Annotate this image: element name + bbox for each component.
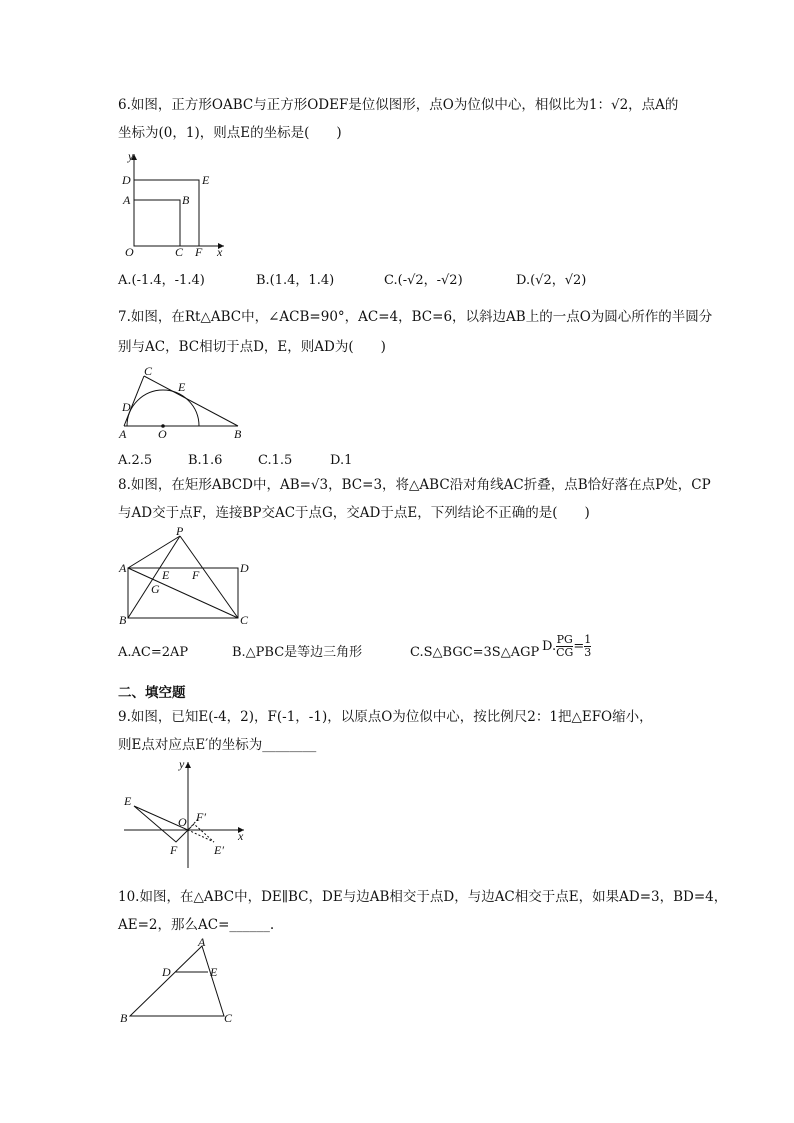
label-D: D <box>240 561 249 575</box>
q8-option-a: A.AC=2AP <box>118 645 189 660</box>
q10-line1: 10.如图，在△ABC中，DE∥BC，DE与边AB相交于点D，与边AC相交于点E，如果AD=3，BD=4， <box>118 889 728 905</box>
segment-PB <box>128 536 180 618</box>
label-B: B <box>234 427 242 441</box>
q10-figure <box>118 936 242 1026</box>
q7-option-b: B.1.6 <box>188 453 223 468</box>
q8-option-d-prefix: D. <box>542 639 557 654</box>
q6-option-a: A.(-1.4，-1.4) <box>118 273 205 288</box>
q7-option-c: C.1.5 <box>258 453 293 468</box>
label-E: E <box>124 794 132 808</box>
square-odef <box>134 180 199 246</box>
label-B: B <box>182 193 190 207</box>
q8-figure <box>118 526 258 630</box>
label-F: F <box>195 245 203 259</box>
label-G: G <box>151 582 160 596</box>
q10-line2: AE=2，那么AC=______. <box>118 917 275 933</box>
q7-option-a: A.2.5 <box>118 453 153 468</box>
label-D: D <box>162 965 171 979</box>
q8-option-d-eq: = <box>573 639 585 654</box>
label-O: O <box>125 245 134 259</box>
side-CB <box>144 376 238 426</box>
label-D: D <box>122 400 131 414</box>
triangle-image <box>188 824 214 842</box>
q9-line2: 则E点对应点E′的坐标为________ <box>118 737 317 753</box>
label-O: O <box>178 815 187 829</box>
triangle-ABC <box>130 946 224 1016</box>
label-A: A <box>198 936 206 949</box>
q7-line2: 别与AC，BC相切于点D，E，则AD为( ) <box>118 339 386 355</box>
frac-numerator: PG <box>556 633 573 646</box>
label-x: x <box>217 245 223 259</box>
q6-line2: 坐标为(0，1)，则点E的坐标是( ) <box>118 125 342 141</box>
label-E: E <box>210 965 218 979</box>
semicircle <box>127 390 199 426</box>
label-y: y <box>128 149 134 163</box>
label-O: O <box>158 427 167 441</box>
label-B: B <box>119 613 127 627</box>
q7-line1: 7.如图，在Rt△ABC中，∠ACB=90°，AC=4，BC=6，以斜边AB上的一点O为圆心所作的半圆分 <box>118 309 713 325</box>
label-E-prime: E′ <box>214 843 224 857</box>
label-A: A <box>123 193 131 207</box>
segment-AP <box>128 536 180 568</box>
fraction-one-third <box>584 634 591 659</box>
label-B: B <box>120 1011 128 1025</box>
segment-PC <box>180 536 238 618</box>
label-C: C <box>240 613 249 627</box>
q6-figure <box>118 148 230 260</box>
q8-line2: 与AD交于点F，连接BP交AC于点G，交AD于点E，下列结论不正确的是( ) <box>118 505 590 521</box>
label-A: A <box>119 561 127 575</box>
q9-line1: 9.如图，已知E(-4，2)，F(-1，-1)，以原点O为位似中心，按比例尺2：1把△EFO缩小， <box>118 709 653 725</box>
q6-option-c: C.(-√2，-√2) <box>384 273 463 288</box>
label-C: C <box>144 364 153 378</box>
frac-denominator: CG <box>556 646 574 659</box>
fraction-pg-cg <box>556 634 573 659</box>
label-F-prime: F′ <box>196 810 206 824</box>
diagonal-AC <box>128 568 238 618</box>
q7-figure <box>118 364 250 442</box>
label-C: C <box>175 245 184 259</box>
label-A: A <box>119 427 127 441</box>
label-E: E <box>162 568 170 582</box>
q8-option-c: C.S△BGC=3S△AGP <box>410 645 540 660</box>
q8-option-b: B.△PBC是等边三角形 <box>232 645 363 660</box>
frac-rnum: 1 <box>584 633 592 646</box>
label-F: F <box>170 843 178 857</box>
section-title: 二、填空题 <box>118 685 186 701</box>
q6-option-b: B.(1.4，1.4) <box>256 273 335 288</box>
q8-option-d <box>542 634 591 659</box>
frac-rden: 3 <box>584 646 592 659</box>
label-y: y <box>179 758 185 771</box>
q8-line1: 8.如图，在矩形ABCD中，AB=√3，BC=3，将△ABC沿对角线AC折叠，点B恰好落在点P处，CP <box>118 477 711 493</box>
q9-figure <box>118 758 252 870</box>
label-F: F <box>192 568 200 582</box>
q6-line1: 6.如图，正方形OABC与正方形ODEF是位似图形，点O为位似中心，相似比为1：√2，点A的 <box>118 97 679 113</box>
label-P: P <box>176 526 184 538</box>
label-x: x <box>238 829 244 843</box>
label-D: D <box>122 173 131 187</box>
q6-option-d: D.(√2，√2) <box>516 273 587 288</box>
label-C: C <box>224 1011 233 1025</box>
label-E: E <box>202 173 210 187</box>
q7-option-d: D.1 <box>330 453 353 468</box>
square-oabc <box>134 200 180 246</box>
label-E: E <box>178 380 186 394</box>
